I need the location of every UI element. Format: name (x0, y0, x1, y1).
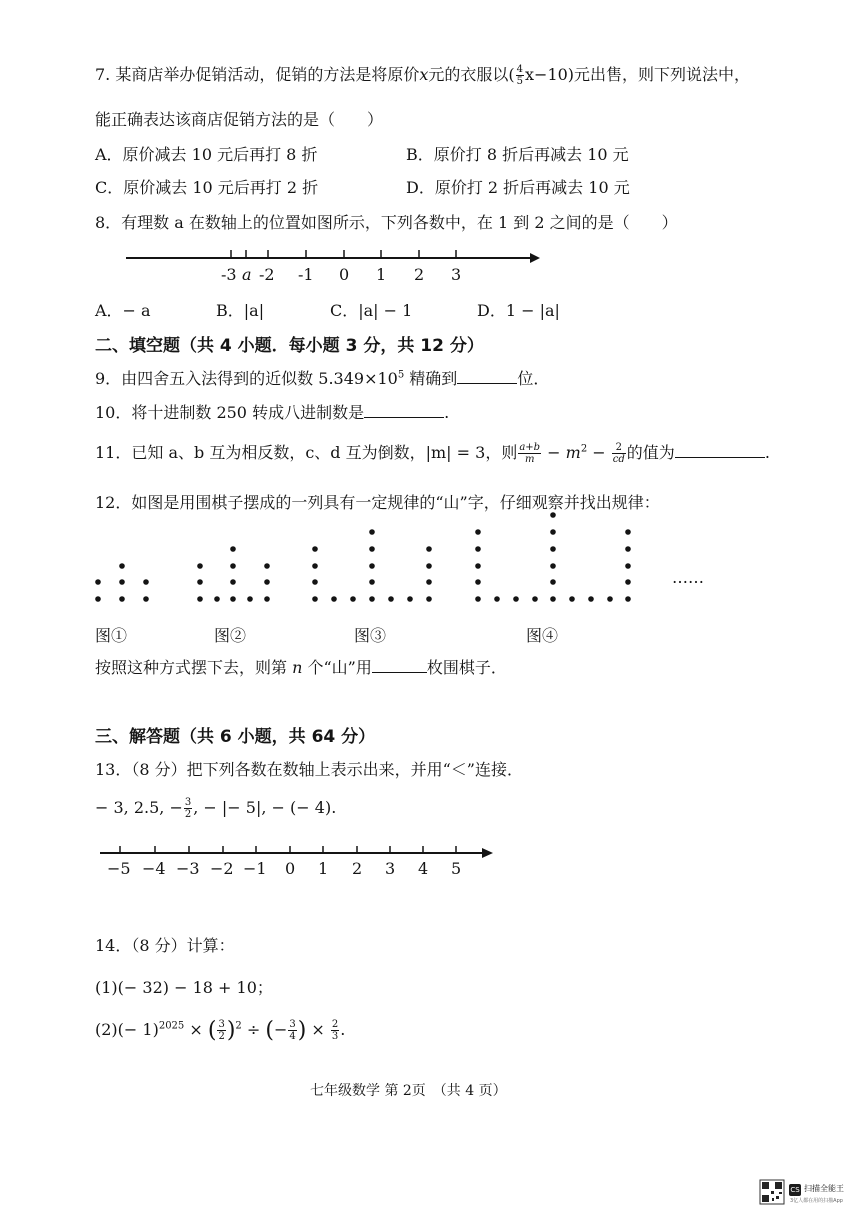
q7-line1: 7. 某商店举办促销活动，促销的方法是将原价x元的衣服以( $\frac{4}{5}$ x−10)元出售，则下列说法中， (95, 64, 751, 87)
q8-axis-label: -3 (221, 265, 237, 284)
paren-right: ) (226, 1018, 236, 1043)
watermark-subtext: 3亿人都在用的扫描App (790, 1198, 843, 1204)
q13-axis-label: −1 (243, 859, 267, 878)
q14-text: 14．（8 分）计算： (95, 936, 235, 955)
q12-figure-label: 图③ (354, 626, 387, 645)
q14-part-2: $(2)(- 1)^{2025}$ × ( $\frac{3}{2}$ )$^2$ ÷ (− $\frac{3}{4}$ ) × $\frac{2}{3}$ . (95, 1018, 346, 1043)
q11-fraction-1: $\frac{a+b}{m}$ (519, 442, 541, 465)
q8-option-c: C．|a| − 1 (330, 301, 413, 320)
q12-figure-label: 图① (95, 626, 128, 645)
q13-axis-label: 3 (385, 859, 396, 878)
q7-option-d: D．原价打 2 折后再减去 10 元 (406, 178, 630, 197)
q13-axis-label: −5 (107, 859, 131, 878)
q7-option-a: A．原价减去 10 元后再打 8 折 (95, 145, 318, 164)
camscanner-logo-icon: CS (790, 1186, 800, 1194)
q8-axis-label: -1 (298, 265, 314, 284)
q8-axis-label: -2 (259, 265, 275, 284)
q8-text: 8．有理数 a 在数轴上的位置如图所示，下列各数中，在 1 到 2 之间的是（ ） (95, 213, 678, 232)
q14-fraction-1: $\frac{3}{2}$ (218, 1019, 225, 1042)
q12-figure-label: 图④ (526, 626, 559, 645)
q14-part-1: (1)(− 32) − 18 + 10； (95, 978, 273, 997)
q13-numbers: − 3, 2.5, − $\frac{3}{2}$ , − |− 5|, − (− 4). (95, 797, 337, 820)
q13-axis-label: −3 (176, 859, 200, 878)
q12-text: 12．如图是用围棋子摆成的一列具有一定规律的“山”字，仔细观察并找出规律： (95, 493, 660, 512)
q13-axis-label: 2 (352, 859, 363, 878)
q13-axis-label: 1 (318, 859, 329, 878)
section-3-heading: 三、解答题（共 6 小题，共 64 分） (95, 727, 376, 747)
q7-option-b: B．原价打 8 折后再减去 10 元 (406, 145, 629, 164)
q13-text: 13．（8 分）把下列各数在数轴上表示出来，并用“＜”连接． (95, 760, 523, 779)
q13-axis-label: −4 (142, 859, 166, 878)
q8-axis-label: 3 (451, 265, 462, 284)
q13-axis-label: −2 (210, 859, 234, 878)
q10-text: 10．将十进制数 250 转成八进制数是 . (95, 403, 450, 422)
q7-option-c: C．原价减去 10 元后再打 2 折 (95, 178, 319, 197)
q14-fraction-2: $\frac{3}{4}$ (289, 1019, 296, 1042)
q12-question-tail: 按照这种方式摆下去，则第 n 个“山”用 枚围棋子． (95, 658, 507, 677)
paren-left: ( (207, 1018, 217, 1043)
q8-axis-label: 0 (339, 265, 350, 284)
q13-fraction: $\frac{3}{2}$ (184, 797, 192, 820)
q7-fraction: $\frac{4}{5}$ (516, 64, 524, 87)
q11-text: 11．已知 a、b 互为相反数，c、d 互为倒数，|m| = 3，则 $\frac{a+b}{m}$ − $m^2$ − $\frac{2}{cd}$ 的值为 . (95, 442, 770, 465)
q13-axis-label: 5 (451, 859, 462, 878)
q8-axis-label: a (242, 265, 252, 284)
paren-right: ) (297, 1018, 307, 1043)
q12-figure-label: 图② (214, 626, 247, 645)
q8-axis-label: 2 (414, 265, 425, 284)
q9-text: 9．由四舍五入法得到的近似数 $5.349\times 10^5$ 精确到 位． (95, 369, 550, 388)
q13-axis-label: 4 (418, 859, 429, 878)
page-footer: 七年级数学 第 2页 （共 4 页） (310, 1083, 507, 1099)
qr-code-icon (760, 1180, 784, 1204)
watermark-text: 扫描全能王 (804, 1184, 844, 1193)
q11-fraction-2: $\frac{2}{cd}$ (612, 442, 625, 465)
q12-ellipsis: …… (672, 568, 704, 587)
q8-option-b: B．|a| (216, 301, 265, 320)
q8-option-a: A．− a (95, 301, 151, 320)
q7-line2: 能正确表达该商店促销方法的是（ ） (95, 110, 384, 129)
q8-axis-label: 1 (376, 265, 387, 284)
q8-option-d: D．1 − |a| (477, 301, 560, 320)
section-2-heading: 二、填空题（共 4 小题．每小题 3 分，共 12 分） (95, 336, 484, 356)
q13-axis-label: 0 (285, 859, 296, 878)
q14-fraction-3: $\frac{2}{3}$ (331, 1019, 339, 1042)
paren-left: ( (265, 1018, 274, 1043)
